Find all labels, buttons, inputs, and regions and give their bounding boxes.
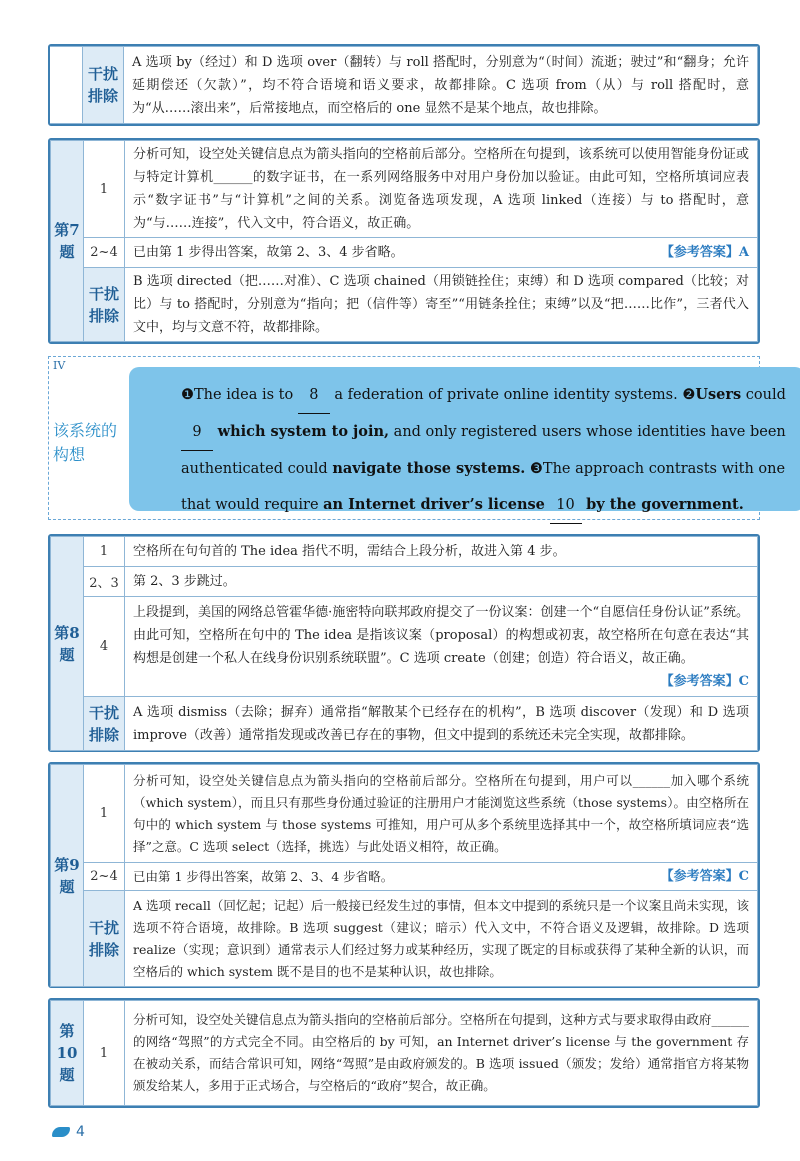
page-footer — [52, 1124, 85, 1140]
q8-block — [48, 534, 760, 752]
distractor-label: 干扰排除 — [83, 47, 124, 124]
blank-9: 9 — [181, 414, 213, 451]
q10-label: 第10题 — [51, 1001, 84, 1106]
leaf-icon — [52, 1127, 70, 1137]
q7-step1-text: 分析可知，设空处关键信息点为箭头指向的空格前后部分。空格所在句提到，该系统可以使用智能身份证或与特定计算机______的数字证书，在一系列网络服务中对用户身份加以验证。由此可知，空格所填词应表示“数字证书”与“计算机”之间的关系。浏览备选项发现，A 选项 linked（连接）与 to 搭配时，意为“与……连接”，代入文中，符合语义，故正确。 — [125, 141, 758, 238]
q9-step1-text: 分析可知，设空处关键信息点为箭头指向的空格前后部分。空格所在句提到，用户可以______加入哪个系统（which system），而且只有那些身份通过验证的注册用户才能浏览这些系统（those systems）。由空格所在句中的 which system 与 those systems 可推知，用户可从多个系统里选择其中一个，故空格所填词应表“选择”之意。C 选项 select（选择，挑选）与此处语义相符，故正确。 — [125, 765, 758, 863]
q8-label: 第8题 — [51, 537, 84, 751]
blank-8: 8 — [298, 377, 330, 414]
q7-step: 1 — [84, 141, 125, 238]
q9-distractor-label: 干扰排除 — [84, 891, 125, 987]
page-number: 4 — [76, 1124, 85, 1140]
q7-step2-text: 已由第 1 步得出答案，故第 2、3、4 步省略。 — [133, 245, 404, 260]
q7-distractor-text: B 选项 directed（把……对准）、C 选项 chained（用锁链拴住；束缚）和 D 选项 compared（比较；对比）与 to 搭配时，分别意为“指向；把（信件等）寄至”“用链条拴住；束缚”以及“把……比作”，三者代入文中，均与文意不符，故都排除。 — [125, 268, 758, 342]
q7-distractor-label: 干扰排除 — [84, 268, 125, 342]
q10-block — [48, 998, 760, 1108]
q8-step23-text: 第 2、3 步跳过。 — [125, 567, 758, 597]
q7-label: 第7题 — [51, 141, 84, 342]
q10-step: 1 — [84, 1001, 125, 1106]
q6-distractor-block — [48, 44, 760, 126]
sentence-marker: ❷ — [682, 387, 696, 403]
distractor-text: A 选项 by（经过）和 D 选项 over（翻转）与 roll 搭配时，分别意为“（时间）流逝；驶过”和“翻身；允许延期偿还（欠款）”，均不符合语境和语义要求，故都排除。C 选项 from（从）与 roll 搭配时，意为“从……滚出来”，后常接地点，而空格后的 one 显然不是某个地点，故也排除。 — [124, 47, 758, 124]
q8-step: 2、3 — [84, 567, 125, 597]
passage-section — [48, 356, 786, 520]
q9-block — [48, 762, 760, 988]
q8-step1-text: 空格所在句句首的 The idea 指代不明，需结合上段分析，故进入第 4 步。 — [125, 537, 758, 567]
q9-answer: 【参考答案】C — [660, 868, 749, 884]
q7-answer: 【参考答案】A — [660, 245, 749, 260]
q8-step4-text: 上段提到，美国的网络总管霍华德·施密特向联邦政府提交了一份议案：创建一个“自愿信任身份认证”系统。由此可知，空格所在句中的 The idea 是指该议案（proposal）的构想或初衷，故空格所在句意在表达“其构想是创建一个私人在线身份识别系统联盟”。C 选项 create（创建；创造）符合语义，故正确。 — [133, 604, 749, 666]
sentence-marker: ❶ — [181, 387, 194, 403]
q8-step: 1 — [84, 537, 125, 567]
q9-distractor-text: A 选项 recall（回忆起；记起）后一般接已经发生过的事情，但本文中提到的系统只是一个议案且尚未实现，该选项不符合语境，故排除。B 选项 suggest（建议；暗示）代入文中，不符合语义及逻辑，故排除。D 选项 realize（实现；意识到）通常表示人们经过努力或某种经历，实现了既定的目标或获得了某种全新的认识，而空格后的 which system 既不是目的也不是某种认识，故也排除。 — [125, 891, 758, 987]
q7-step: 2~4 — [84, 238, 125, 268]
q10-step1-text: 分析可知，设空处关键信息点为箭头指向的空格前后部分。空格所在句提到，这种方式与要求取得由政府______的网络“驾照”的方式完全不同。由空格后的 by 可知，an Internet driver’s license 与 the government 存在被动关系，而结合常识可知，网络“驾照”是由政府颁发的。B 选项 issued（颁发；发给）通常指官方将某物颁发给某人，多用于正式场合，与空格后的“政府”契合，故正确。 — [125, 1001, 758, 1106]
q7-block — [48, 138, 760, 344]
q8-step: 4 — [84, 597, 125, 697]
passage-bubble — [129, 367, 800, 511]
q9-step: 2~4 — [84, 863, 125, 891]
q8-answer: 【参考答案】C — [660, 673, 749, 689]
blank-10: 10 — [550, 487, 582, 524]
sentence-marker: ❸ — [529, 461, 543, 477]
q8-distractor-text: A 选项 dismiss（去除；摒弃）通常指“解散某个已经存在的机构”，B 选项 discover（发现）和 D 选项 improve（改善）通常指发现或改善已存在的事物，但文中提到的系统还未完全实现，故都排除。 — [125, 697, 758, 751]
q9-step: 1 — [84, 765, 125, 863]
q9-step2-text: 已由第 1 步得出答案，故第 2、3、4 步省略。 — [133, 868, 394, 884]
section-number: IV — [53, 359, 66, 372]
q8-distractor-label: 干扰排除 — [84, 697, 125, 751]
q9-label: 第9题 — [51, 765, 84, 987]
section-side-label: 该系统的构想 — [53, 421, 118, 464]
passage-text: ❶The idea is to 8 a federation of private online identity systems. ❷Users could 9 which system to join, and only registered users whose identities have been authenticated could navigate those systems. ❸The approach contrasts with one that would require an Internet driver’s license 10 by the government. — [181, 377, 793, 524]
